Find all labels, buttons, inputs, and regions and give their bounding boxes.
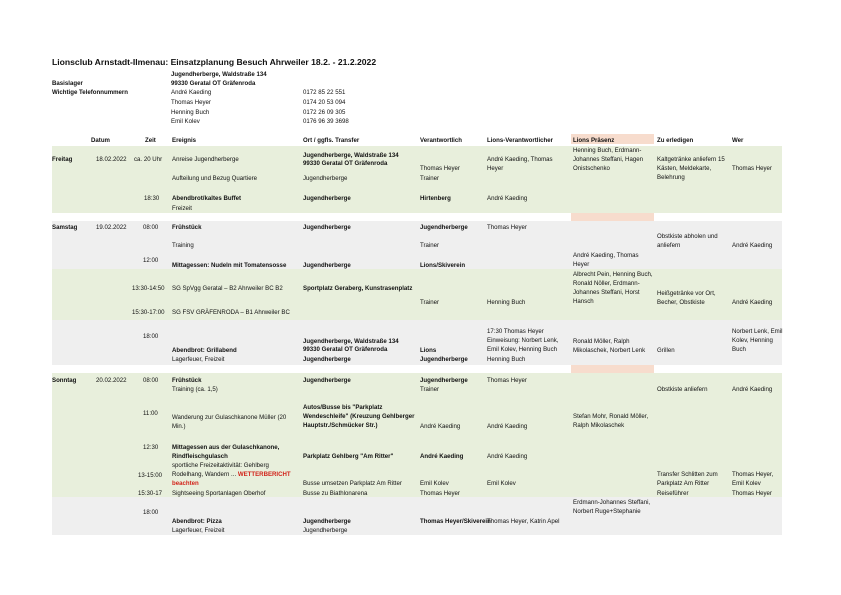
basislager-label: Basislager [52,80,83,87]
event-cell: Abendbrot/kaltes Buffet [172,195,242,202]
lions-responsible-cell: Henning Buch [487,299,526,306]
phone-name: Thomas Heyer [171,99,211,106]
event-cell: Mittagessen aus der Gulaschkanone, Rindfleischgulasch [172,444,280,460]
responsible-cell: Jugendherberge [420,377,468,384]
event-cell: Training [172,242,194,249]
day-date: 19.02.2022 [96,224,127,231]
todo-cell: Grillen [657,347,675,354]
event-cell: Sightseeing Sportanlagen Oberhof [172,490,266,497]
day-label: Sonntag [52,377,77,384]
todo-cell: Transfer Schlitten zum Parkplatz Am Ritter [657,471,718,487]
location-cell: Busse zu Biathlonarena [303,490,368,497]
event-cell: Mittagessen: Nudeln mit Tomatensosse [172,262,287,269]
time-cell: 13-15:00 [138,472,163,479]
event-cell: sportliche Freizeitaktivität: Gehlberg [172,462,269,469]
event-cell: SG SpVgg Geratal – B2 Ahrweiler BC B2 [172,285,283,292]
time-cell: 15:30-17 [138,490,163,497]
time-cell: 08:00 [143,377,159,384]
who-cell: Thomas Heyer, Emil Kolev [732,471,774,487]
todo-cell: Obstkiste abholen und anliefern [657,233,718,249]
praesenz-highlight-saturday [571,365,654,373]
lions-responsible-cell: Emil Kolev [487,480,516,487]
location-cell: Jugendherberge, Waldstraße 134 [303,152,399,159]
event-text: Rodelhang, Wandern ... [172,471,237,478]
who-cell: André Kaeding [732,299,773,306]
location-cell: Jugendherberge [303,527,348,534]
day-label: Freitag [52,156,73,163]
event-cell [172,470,291,479]
event-cell: Abendbrot: Grillabend [172,347,237,354]
lions-responsible-cell: André Kaeding [487,423,528,430]
weather-warning-note: beachten [172,480,199,487]
location-cell: 99330 Geratal OT Gräfenroda [303,346,388,353]
lions-responsible-cell: Thomas Heyer [487,377,527,384]
time-cell: 18:00 [143,509,159,516]
responsible-cell: Trainer [420,175,440,182]
responsible-cell: Jugendherberge [420,356,468,363]
todo-cell: Heißgetränke vor Ort, Becher, Obstkiste [657,290,716,306]
col-header-lions-verantwortlicher: Lions-Verantwortlicher [487,137,554,144]
time-cell: 18:00 [143,333,159,340]
time-cell: 13:30-14:50 [132,285,165,292]
time-cell: 08:00 [143,224,159,231]
location-cell: Jugendherberge [303,356,351,363]
basislager-address-line1: Jugendherberge, Waldstraße 134 [171,71,267,78]
location-cell: Jugendherberge [303,518,351,525]
col-header-zeit: Zeit [145,137,156,144]
location-cell: Jugendherberge [303,195,351,202]
location-cell: Busse umsetzen Parkplatz Am Ritter [303,480,402,487]
lions-responsible-cell: André Kaeding [487,453,528,460]
who-cell: Thomas Heyer [732,490,772,497]
responsible-cell: Trainer [420,299,440,306]
responsible-cell: Trainer [420,386,440,393]
lions-responsible-cell: André Kaeding [487,195,528,202]
phone-name: Emil Kolev [171,118,200,125]
lions-presence-cell: Stefan Mohr, Ronald Möller, Ralph Mikolaschek [573,413,649,429]
phone-number: 0176 96 39 3698 [303,118,349,125]
day-label: Samstag [52,224,78,231]
lions-presence-cell: Albrecht Pein, Henning Buch, Ronald Nöller, Erdmann-Johannes Steffani, Horst Hansch [573,271,653,305]
lions-responsible-cell: André Kaeding, Thomas Heyer [487,156,553,172]
phone-number: 0172 85 22 551 [303,89,346,96]
responsible-cell: Trainer [420,242,440,249]
todo-cell: Reiseführer [657,490,689,497]
event-cell: Abendbrot: Pizza [172,518,222,525]
col-header-ort: Ort / ggfls. Transfer [303,137,360,144]
location-cell: Jugendherberge [303,262,351,269]
who-cell: André Kaeding [732,386,773,393]
sunday-band-2 [52,497,782,535]
responsible-cell: Lions [420,347,437,354]
time-cell: ca. 20 Uhr [134,156,163,163]
location-cell: Sportplatz Geraberg, Kunstrasenplatz [303,285,413,292]
responsible-cell: André Kaeding [420,423,461,430]
lions-responsible-cell: Henning Buch [487,356,526,363]
who-cell: André Kaeding [732,242,773,249]
event-cell: SG FSV GRÄFENRODA – B1 Ahrweiler BC [172,309,290,316]
col-header-verantwortlich: Verantwortlich [420,137,462,144]
who-cell: Norbert Lenk, Emil Kolev, Henning Buch [732,328,783,353]
todo-cell: Kaltgetränke anliefern 15 Kästen, Meldekarte, Belehrung [657,156,725,181]
day-date: 20.02.2022 [96,377,127,384]
phone-number: 0174 20 53 094 [303,99,346,106]
responsible-cell: Thomas Heyer [420,165,460,172]
responsible-cell: Lions/Skiverein [420,262,466,269]
col-header-ereignis: Ereignis [172,137,197,144]
lions-presence-cell: Ronald Möller, Ralph Mikolaschek, Norbert Lenk [573,338,646,354]
phone-number: 0172 26 09 305 [303,109,346,116]
lions-responsible-cell: Thomas Heyer [487,224,527,231]
responsible-cell: Thomas Heyer/Skiverein [420,518,491,525]
location-cell: 99330 Geratal OT Gräfenroda [303,160,388,167]
responsible-cell: Emil Kolev [420,480,449,487]
phone-name: André Kaeding [171,89,212,96]
lions-responsible-cell: 17:30 Thomas Heyer Einweisung: Norbert Lenk, Emil Kolev, Henning Buch [487,328,559,353]
weather-warning: WETTERBERICHT [237,471,291,478]
day-date: 18.02.2022 [96,156,127,163]
time-cell: 15:30-17:00 [132,309,165,316]
time-cell: 18:30 [144,195,160,202]
col-header-zu-erledigen: Zu erledigen [657,137,694,144]
time-cell: 12:00 [143,257,159,264]
time-cell: 12:30 [143,444,159,451]
lions-presence-cell: Henning Buch, Erdmann-Johannes Steffani, Hagen Onistschenko [573,147,644,172]
event-cell: Freizeit [172,205,192,212]
location-cell: Jugendherberge, Waldstraße 134 [303,338,399,345]
col-header-lions-praesenz: Lions Präsenz [573,137,615,144]
location-cell: Jugendherberge [303,224,351,231]
page-title: Lionsclub Arnstadt-Ilmenau: Einsatzplanung Besuch Ahrweiler 18.2. - 21.2.2022 [52,57,377,67]
todo-cell: Obstkiste anliefern [657,386,708,393]
who-cell: Thomas Heyer [732,165,772,172]
time-cell: 11:00 [143,410,158,417]
event-cell: Training (ca. 1,5) [172,386,218,393]
lions-responsible-cell: Thomas Heyer, Katrin Apel [487,518,560,525]
location-cell: Jugendherberge [303,175,348,182]
phone-name: Henning Buch [171,109,210,116]
basislager-address-line2: 99330 Geratal OT Gräfenroda [171,80,256,87]
lions-presence-cell: Erdmann-Johannes Steffani, Norbert Ruge+Stephanie [573,499,651,515]
event-cell: Wanderung zur Gulaschkanone Müller (20 Min.) [172,414,287,430]
event-cell: Lagerfeuer, Freizeit [172,527,225,534]
event-cell: Anreise Jugendherberge [172,156,239,163]
location-cell: Parkplatz Gehlberg "Am Ritter" [303,453,394,460]
responsible-cell: Hirtenberg [420,195,451,202]
responsible-cell: André Kaeding [420,453,464,460]
col-header-wer: Wer [732,137,744,144]
event-cell: Lagerfeuer, Freizeit [172,356,225,363]
location-cell: Autos/Busse bis "Parkplatz Wendeschleife" (Kreuzung Gehlberger Hauptstr./Schmücker Str.) [303,404,415,429]
praesenz-highlight-friday [571,213,654,221]
saturday-band-3 [52,320,782,365]
responsible-cell: Thomas Heyer [420,490,460,497]
event-cell: Frühstück [172,377,202,384]
event-cell: Frühstück [172,224,202,231]
responsible-cell: Jugendherberge [420,224,468,231]
location-cell: Jugendherberge [303,377,351,384]
col-header-datum: Datum [91,137,110,144]
lions-presence-cell: André Kaeding, Thomas Heyer [573,252,639,268]
phones-label: Wichtige Telefonnummern [52,89,129,96]
event-cell: Aufteilung und Bezug Quartiere [172,175,258,182]
